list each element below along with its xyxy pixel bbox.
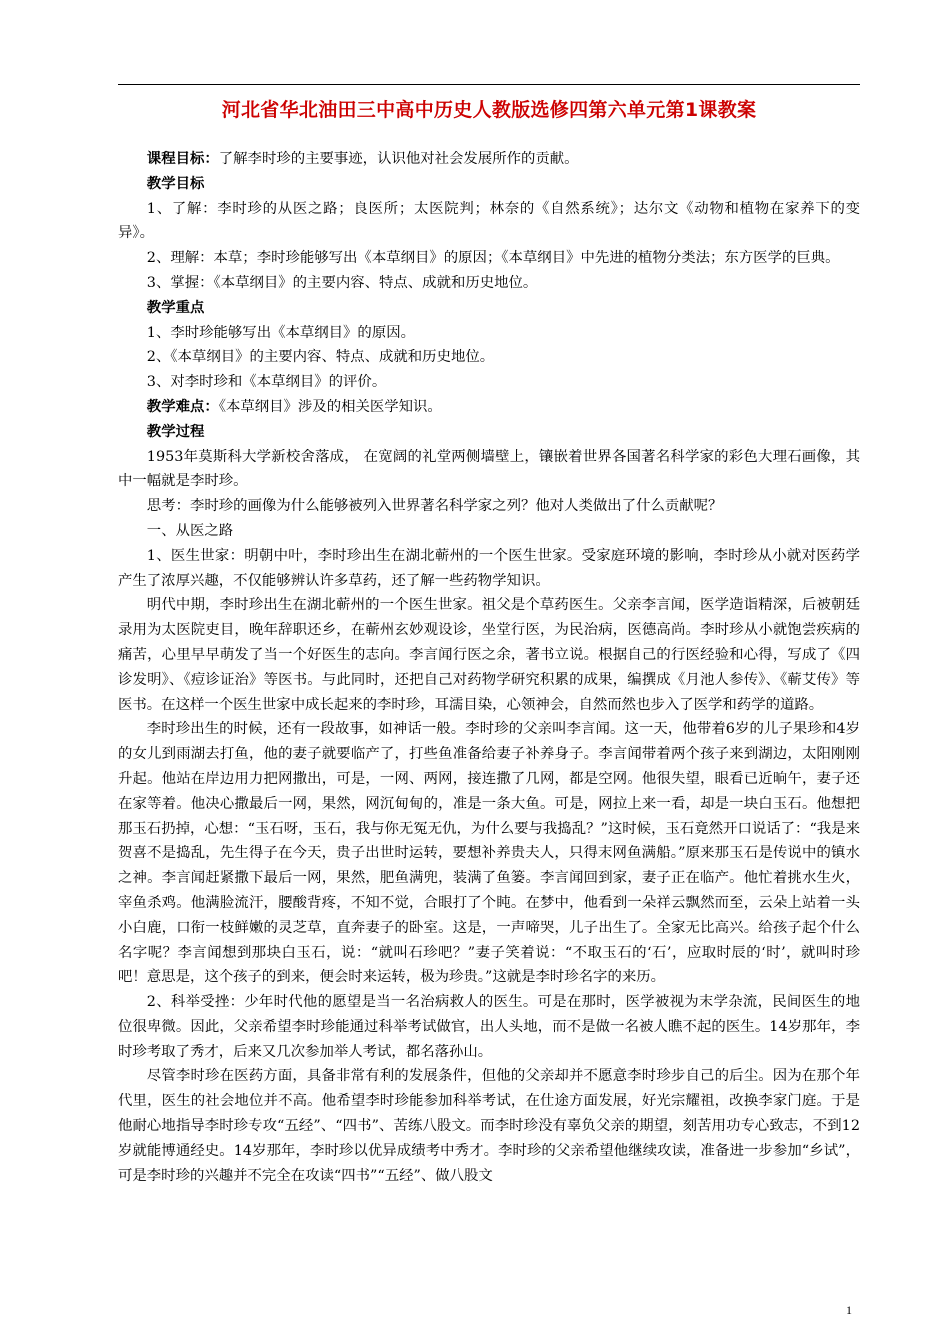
think-question: 思考：李时珍的画像为什么能够被列入世界著名科学家之列？他对人类做出了什么贡献呢？ — [146, 498, 723, 515]
intro-paragraph: 1953年莫斯科大学新校舍落成， 在宽阔的礼堂两侧墙壁上，镶嵌着世界各国著名科学家的彩色大理石画像，其中一幅就是李时珍。 — [118, 448, 860, 490]
course-goal-label: 课程目标： — [146, 151, 219, 167]
body-paragraph: 明代中期，李时珍出生在湖北蕲州的一个医生世家。祖父是个草药医生。父亲李言闻，医学造诣精深，后被朝廷录用为太医院吏目，晚年辞职还乡，在蕲州玄妙观设诊，坐堂行医，为民治病，医德高尚。李时珍从小就饱尝疾病的痛苦，心里早早萌发了当一个好医生的志向。李言闻行医之余，著书立说。根据自己的行医经验和心得，写成了《四诊发明》、《痘诊证治》等医书。与此同时，还把自己对药物学研究积累的成果，编撰成《月池人参传》、《蕲艾传》等医书。在这样一个医生世家中成长起来的李时珍，耳濡目染，心领神会，自然而然也步入了医学和药学的道路。 — [118, 597, 860, 713]
difficulty-label: 教学难点： — [146, 398, 219, 415]
course-goal-text: 了解李时珍的主要事迹，认识他对社会发展所作的贡献。 — [218, 151, 579, 167]
difficulty — [118, 395, 860, 420]
course-goal — [118, 147, 860, 172]
process-heading: 教学过程 — [146, 423, 205, 440]
objectives-heading: 教学目标 — [146, 175, 205, 192]
objective-item: 2、理解：本草；李时珍能够写出《本草纲目》的原因；《本草纲目》中先进的植物分类法；东方医学的巨典。 — [146, 250, 840, 267]
key-point-item: 2、《本草纲目》的主要内容、特点、成就和历史地位。 — [146, 349, 495, 366]
difficulty-text: 《本草纲目》涉及的相关医学知识。 — [218, 398, 442, 415]
body-paragraph: 2、科举受挫：少年时代他的愿望是当一名治病救人的医生。可是在那时，医学被视为末学杂流，民间医生的地位很卑微。因此，父亲希望李时珍能通过科举考试做官，出人头地，而不是做一名被人瞧不起的医生。14岁那年，李时珍考取了秀才，后来又几次参加举人考试，都名落孙山。 — [118, 994, 860, 1060]
section-heading: 一、从医之路 — [146, 522, 234, 539]
header-rule — [118, 84, 860, 85]
document-title: 河北省华北油田三中高中历史人教版选修四第六单元第1课教案 — [221, 99, 757, 121]
key-point-item: 3、对李时珍和《本草纲目》的评价。 — [146, 374, 387, 391]
body-paragraph: 李时珍出生的时候，还有一段故事，如神话一般。李时珍的父亲叫李言闻。这一天，他带着6岁的儿子果珍和4岁的女儿到雨湖去打鱼，他的妻子就要临产了，打些鱼准备给妻子补养身子。李言闻带着两个孩子来到湖边，太阳刚刚升起。他站在岸边用力把网撒出，可是，一网、两网，接连撒了几网，都是空网。他很失望，眼看已近晌午，妻子还在家等着。他决心撒最后一网，果然，网沉甸甸的，准是一条大鱼。可是，网拉上来一看，却是一块白玉石。他想把那玉石扔掉，心想：“玉石呀，玉石，我与你无冤无仇，为什么要与我捣乱？”这时候，玉石竟然开口说话了：“我是来贺喜不是捣乱，先生得子在今天，贵子出世时运转，要想补养贵夫人，只得末网鱼满船。”原来那玉石是传说中的镇水之神。李言闻赶紧撒下最后一网，果然，肥鱼满兜，装满了鱼篓。李言闻回到家，妻子正在临产。他忙着挑水生火，宰鱼杀鸡。他满脸流汗，腰酸背疼，不知不觉，合眼打了个盹。在梦中，他看到一朵祥云飘然而至，云朵上站着一头小白鹿，口衔一枝鲜嫩的灵芝草，直奔妻子的卧室。这是，一声啼哭，儿子出生了。全家无比高兴。给孩子起个什么名字呢？李言闻想到那块白玉石，说：“就叫石珍吧？”妻子笑着说：“不取玉石的‘石’，应取时辰的‘时’，就叫时珍吧！意思是，这个孩子的到来，便会时来运转，极为珍贵。”这就是李时珍名字的来历。 — [118, 721, 860, 986]
key-point-item: 1、李时珍能够写出《本草纲目》的原因。 — [146, 324, 415, 341]
key-points-heading: 教学重点 — [146, 299, 205, 316]
document-body — [118, 147, 860, 1188]
page-number: 1 — [846, 1303, 852, 1317]
objective-item: 1、了解：李时珍的从医之路；良医所；太医院判；林奈的《自然系统》；达尔文《动物和植物在家养下的变异》。 — [118, 200, 860, 242]
body-paragraph: 1、医生世家：明朝中叶，李时珍出生在湖北蕲州的一个医生世家。受家庭环境的影响，李时珍从小就对医药学产生了浓厚兴趣，不仅能够辨认许多草药，还了解一些药物学知识。 — [118, 547, 860, 589]
objective-item: 3、掌握：《本草纲目》的主要内容、特点、成就和历史地位。 — [146, 274, 538, 291]
body-paragraph: 尽管李时珍在医药方面，具备非常有利的发展条件，但他的父亲却并不愿意李时珍步自己的后尘。因为在那个年代里，医生的社会地位并不高。他希望李时珍能参加科举考试，在仕途方面发展，好光宗耀祖，改换李家门庭。于是他耐心地指导李时珍专攻“五经”、“四书”、苦练八股文。而李时珍没有辜负父亲的期望，刻苦用功专心致志，不到12岁就能博通经史。14岁那年，李时珍以优异成绩考中秀才。李时珍的父亲希望他继续攻读，准备进一步参加“乡试”，可是李时珍的兴趣并不完全在攻读“四书”“五经”、做八股文 — [118, 1068, 860, 1184]
